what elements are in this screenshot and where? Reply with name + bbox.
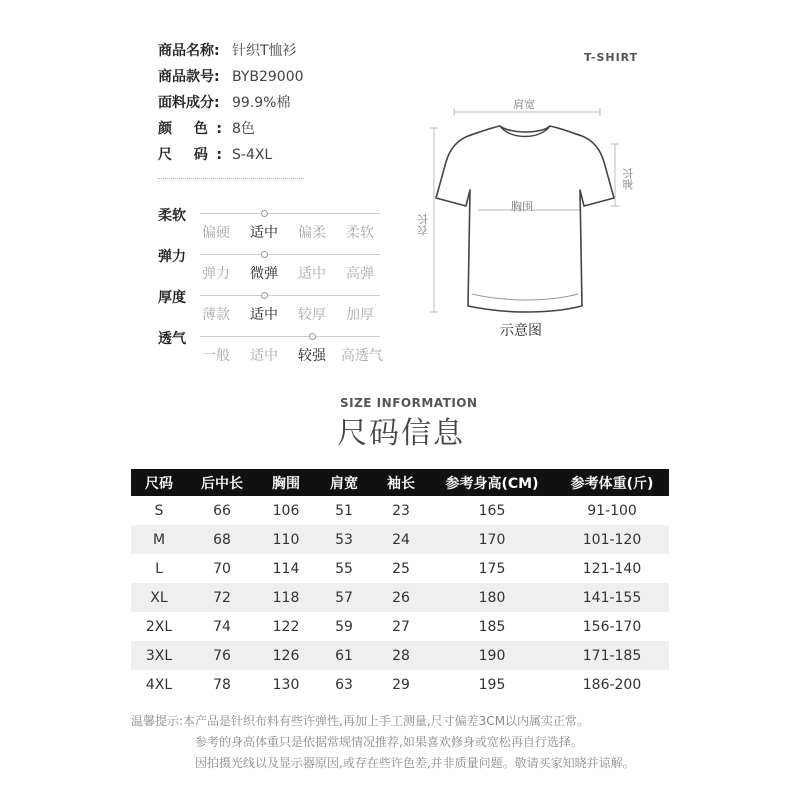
- table-cell: 106: [272, 502, 300, 519]
- table-cell: 2XL: [145, 618, 173, 635]
- feature-option: 较厚: [298, 307, 326, 323]
- table-row: [131, 583, 669, 612]
- info-row-style-no: [158, 66, 304, 88]
- feature-option: 偏硬: [202, 225, 230, 241]
- info-label: 商品名称:: [158, 43, 220, 59]
- table-cell: 72: [187, 583, 257, 612]
- col-header-shoulder: 肩宽: [315, 469, 373, 496]
- table-cell: 126: [257, 641, 315, 670]
- table-cell: 122: [272, 618, 300, 635]
- feature-scale-marker: [261, 251, 268, 258]
- feature-option-selected: 适中: [250, 307, 278, 323]
- feature-scale-line: [200, 295, 380, 296]
- info-label: 面料成分:: [158, 95, 220, 111]
- info-label: 尺 码:: [158, 147, 222, 163]
- table-cell: 78: [213, 676, 231, 693]
- feature-name-elasticity: 弹力: [158, 249, 186, 265]
- size-table-header: [131, 469, 669, 496]
- table-cell: 171-185: [555, 641, 669, 670]
- table-cell: 70: [213, 560, 231, 577]
- table-cell: 68: [187, 525, 257, 554]
- table-cell: 180: [429, 583, 555, 612]
- col-header-back-length: 后中长: [187, 469, 257, 496]
- table-cell: 114: [272, 560, 300, 577]
- table-cell: 24: [373, 525, 429, 554]
- tshirt-outline: [436, 126, 614, 312]
- feature-option: 加厚: [346, 307, 374, 323]
- table-cell: 53: [315, 525, 373, 554]
- info-row-fabric: [158, 92, 290, 114]
- size-table: [131, 469, 669, 699]
- note-line-3: 因拍摄光线以及显示器原因,或存在些许色差,并非质量问题。敬请买家知晓并谅解。: [195, 756, 635, 770]
- info-row-color: [158, 118, 255, 140]
- table-cell: 4XL: [145, 676, 173, 693]
- label-chest: 胸围: [511, 200, 533, 213]
- info-value: S-4XL: [232, 147, 273, 163]
- col-header-height: 参考身高(CM): [429, 469, 555, 496]
- table-cell: 170: [429, 525, 555, 554]
- table-cell: 63: [335, 676, 353, 693]
- size-heading-en: SIZE INFORMATION: [340, 396, 478, 410]
- info-label: 颜 色:: [158, 121, 222, 137]
- feature-option: 偏柔: [298, 225, 326, 241]
- table-cell: 118: [257, 583, 315, 612]
- table-cell: 185: [478, 618, 506, 635]
- table-row: [131, 525, 669, 554]
- col-header-weight: 参考体重(斤): [555, 469, 669, 496]
- table-cell: 175: [478, 560, 506, 577]
- table-cell: 25: [392, 560, 410, 577]
- table-cell: 76: [187, 641, 257, 670]
- feature-option: 适中: [298, 266, 326, 282]
- table-cell: 29: [392, 676, 410, 693]
- diagram-caption: 示意图: [500, 323, 542, 339]
- table-cell: 101-120: [555, 525, 669, 554]
- table-cell: 74: [213, 618, 231, 635]
- table-cell: 186-200: [582, 676, 642, 693]
- feature-option: 一般: [202, 348, 230, 364]
- feature-option: 高透气: [341, 348, 383, 364]
- table-cell: 26: [373, 583, 429, 612]
- feature-name-softness: 柔软: [158, 208, 186, 224]
- table-cell: 3XL: [131, 641, 187, 670]
- table-cell: 195: [478, 676, 506, 693]
- table-cell: 130: [272, 676, 300, 693]
- info-value: BYB29000: [232, 69, 304, 85]
- info-value: 99.9%棉: [232, 95, 291, 111]
- table-cell: XL: [131, 583, 187, 612]
- note-line-1: 温馨提示:本产品是针织布料有些许弹性,再加上手工测量,尺寸偏差3CM以内属实正常。: [131, 714, 590, 728]
- feature-scale-marker: [261, 210, 268, 217]
- table-cell: 91-100: [587, 502, 637, 519]
- table-cell: 59: [335, 618, 353, 635]
- feature-option: 高弹: [346, 266, 374, 282]
- feature-scale-line: [200, 254, 380, 255]
- feature-option: 弹力: [202, 266, 230, 282]
- feature-option-selected: 适中: [250, 225, 278, 241]
- table-cell: S: [154, 502, 164, 519]
- feature-scale-marker: [309, 333, 316, 340]
- table-cell: 141-155: [555, 583, 669, 612]
- table-cell: 110: [257, 525, 315, 554]
- feature-name-thickness: 厚度: [158, 290, 186, 306]
- table-cell: 190: [429, 641, 555, 670]
- table-row: [131, 496, 669, 525]
- table-cell: L: [155, 560, 163, 577]
- table-row: [131, 612, 669, 641]
- feature-name-breathability: 透气: [158, 331, 186, 347]
- table-cell: 28: [373, 641, 429, 670]
- feature-option: 薄款: [202, 307, 230, 323]
- note-line-2: 参考的身高体重只是依据常规情况推荐,如果喜欢修身或宽松再自行选择。: [195, 735, 583, 749]
- table-cell: 55: [335, 560, 353, 577]
- info-label: 商品款号:: [158, 69, 220, 85]
- table-cell: 165: [478, 502, 506, 519]
- label-sleeve-length: 袖长: [622, 168, 635, 190]
- table-cell: 66: [213, 502, 231, 519]
- feature-option-selected: 微弹: [250, 266, 278, 282]
- feature-option: 柔软: [346, 225, 374, 241]
- feature-option-selected: 较强: [298, 348, 326, 364]
- table-cell: M: [131, 525, 187, 554]
- table-cell: 61: [315, 641, 373, 670]
- tshirt-title: T-SHIRT: [584, 51, 639, 64]
- info-divider: [158, 178, 304, 179]
- table-cell: 57: [315, 583, 373, 612]
- col-header-size: 尺码: [131, 469, 187, 496]
- feature-option: 适中: [250, 348, 278, 364]
- label-shoulder-width: 肩宽: [513, 98, 535, 111]
- table-cell: 121-140: [582, 560, 642, 577]
- info-row-size: [158, 144, 272, 166]
- info-row-name: [158, 40, 297, 62]
- label-body-length: 衣长: [417, 214, 430, 236]
- feature-scale-marker: [261, 292, 268, 299]
- table-cell: 27: [392, 618, 410, 635]
- col-header-chest: 胸围: [257, 469, 315, 496]
- col-header-sleeve: 袖长: [373, 469, 429, 496]
- size-heading-cn: 尺码信息: [337, 416, 465, 451]
- feature-scale-line: [200, 336, 380, 337]
- feature-scale-line: [200, 213, 380, 214]
- table-row: [131, 554, 669, 583]
- table-cell: 23: [392, 502, 410, 519]
- table-row: [131, 670, 669, 699]
- info-value: 针织T恤衫: [232, 43, 297, 59]
- table-row: [131, 641, 669, 670]
- table-cell: 51: [335, 502, 353, 519]
- info-value: 8色: [232, 121, 255, 137]
- table-cell: 156-170: [582, 618, 642, 635]
